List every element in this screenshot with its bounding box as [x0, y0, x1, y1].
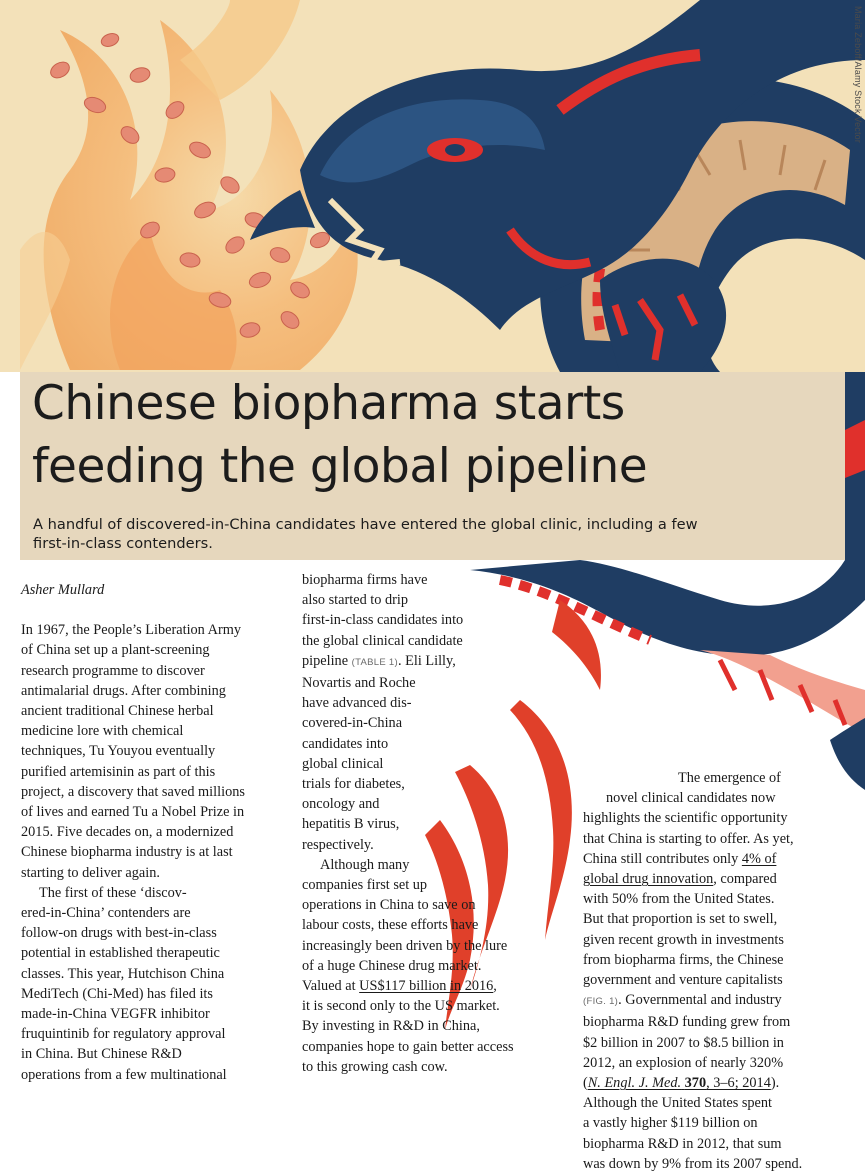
- text-line: labour costs, these efforts have: [302, 917, 479, 934]
- text: , compared: [713, 871, 777, 888]
- text-line: antimalarial drugs. After combining: [21, 682, 226, 699]
- text-line: companies hope to gain better access: [302, 1038, 514, 1055]
- text: ,: [493, 978, 497, 995]
- text-line: [583, 1073, 853, 1093]
- text-line: biopharma R&D in 2012, that sum: [583, 1135, 782, 1152]
- text-line: [302, 976, 572, 996]
- text-line: respectively.: [302, 836, 374, 853]
- text-line: first-in-class candidates into: [302, 612, 464, 629]
- text-line: 2012, an explosion of nearly 320%: [583, 1054, 784, 1071]
- text: ).: [770, 1075, 780, 1092]
- text-line: hepatitis B virus,: [302, 816, 400, 833]
- text-line: of a huge Chinese drug market.: [302, 957, 482, 974]
- text-line: In 1967, the People’s Liberation Army: [21, 622, 241, 639]
- text-line: oncology and: [302, 796, 380, 813]
- article-column-2: [302, 570, 572, 1077]
- text-line: the global clinical candidate: [302, 632, 463, 649]
- text-line: in China. But Chinese R&D: [21, 1046, 182, 1063]
- text-line: purified artemisinin as part of this: [21, 763, 216, 780]
- text-line: government and venture capitalists: [583, 972, 783, 989]
- text-line: [583, 990, 853, 1012]
- text-line: with 50% from the United States.: [583, 891, 775, 908]
- text-line: operations from a few multinational: [21, 1066, 227, 1083]
- text-line: it is second only to the US market.: [302, 998, 500, 1015]
- article-column-1: [21, 580, 283, 1085]
- text: , 3–6; 2014: [706, 1075, 771, 1092]
- table-1-reference-link[interactable]: (TABLE 1): [351, 656, 398, 668]
- text-line: starting to deliver again.: [21, 864, 160, 881]
- text-line: have advanced dis-: [302, 695, 412, 712]
- text-line: given recent growth in investments: [583, 931, 784, 948]
- text-line: that China is starting to offer. As yet,: [583, 830, 794, 847]
- text-line: covered-in-China: [302, 715, 403, 732]
- text: Valued at: [302, 978, 356, 995]
- text-line: made-in-China VEGFR inhibitor: [21, 1006, 210, 1023]
- text-line: to this growing cash cow.: [302, 1058, 448, 1075]
- text-line: novel clinical candidates now: [606, 790, 776, 807]
- text-line: Although many: [320, 856, 410, 873]
- citation-link[interactable]: [588, 1075, 771, 1091]
- text-line: techniques, Tu Youyou eventually: [21, 743, 216, 760]
- text-line: candidates into: [302, 735, 389, 752]
- text-line: global clinical: [302, 755, 384, 772]
- drug-innovation-link-cont[interactable]: global drug innovation: [583, 871, 714, 888]
- text-line: trials for diabetes,: [302, 776, 405, 793]
- text-line: Novartis and Roche: [302, 675, 416, 692]
- text-line: potential in established therapeutic: [21, 945, 220, 962]
- headline: [32, 372, 647, 498]
- text-line: [583, 869, 853, 889]
- text: (: [583, 1075, 588, 1092]
- text-line: ancient traditional Chinese herbal: [21, 703, 214, 720]
- standfirst-line: first-in-class contenders.: [33, 534, 213, 552]
- text-line: of China set up a plant-screening: [21, 642, 210, 659]
- journal-name: N. Engl. J. Med.: [587, 1075, 682, 1092]
- paragraph-5: [583, 768, 853, 1174]
- text-line: also started to drip: [302, 592, 409, 609]
- text-line: fruquintinib for regulatory approval: [21, 1026, 226, 1043]
- text-line: project, a discovery that saved millions: [21, 783, 245, 800]
- text-line: MediTech (Chi-Med) has filed its: [21, 985, 213, 1002]
- headline-line: feeding the global pipeline: [32, 439, 648, 494]
- text-line: from biopharma firms, the Chinese: [583, 951, 784, 968]
- text-line: Although the United States spent: [583, 1095, 773, 1112]
- paragraph-3: [302, 570, 572, 855]
- text-line: operations in China to save on: [302, 897, 476, 914]
- text: pipeline: [302, 652, 349, 669]
- photo-credit: Maria Zeboff/Alamy Stock Vector: [853, 6, 863, 144]
- market-value-link[interactable]: US$117 billion in 2016: [359, 978, 494, 995]
- text-line: research programme to discover: [21, 662, 205, 679]
- author-byline: Asher Mullard: [21, 582, 105, 598]
- text-line: biopharma R&D funding grew from: [583, 1014, 791, 1031]
- paragraph-2: [21, 883, 283, 1085]
- text: China still contributes only: [583, 850, 739, 867]
- text-line: increasingly been driven by the lure: [302, 937, 508, 954]
- text-line: follow-on drugs with best-in-class: [21, 925, 217, 942]
- figure-1-reference-link[interactable]: (FIG. 1): [583, 996, 619, 1008]
- text-line: a vastly higher $119 billion on: [583, 1115, 758, 1132]
- text-line: 2015. Five decades on, a modernized: [21, 824, 234, 841]
- text-line: The first of these ‘discov-: [39, 884, 187, 901]
- text-line: But that proportion is set to swell,: [583, 911, 778, 928]
- standfirst-line: A handful of discovered-in-China candidates have entered the global clinic, including a few: [33, 516, 698, 533]
- text-line: of lives and earned Tu a Nobel Prize in: [21, 804, 245, 821]
- text-line: [583, 849, 853, 869]
- dragon-claw: [600, 259, 726, 372]
- drug-innovation-link[interactable]: 4% of: [741, 850, 777, 867]
- article-column-3: [583, 768, 853, 1174]
- text-line: $2 billion in 2007 to $8.5 billion in: [583, 1034, 784, 1051]
- text-line: By investing in R&D in China,: [302, 1018, 480, 1035]
- text: . Governmental and industry: [618, 992, 782, 1009]
- text-line: medicine lore with chemical: [21, 723, 184, 740]
- text-line: was down by 9% from its 2007 spend.: [583, 1155, 803, 1172]
- volume-number: 370: [684, 1075, 707, 1092]
- text-line: The emergence of: [678, 770, 781, 786]
- text-line: ered-in-China’ contenders are: [21, 905, 191, 922]
- paragraph-1: [21, 620, 283, 883]
- text-line: companies first set up: [302, 877, 428, 894]
- text-line: highlights the scientific opportunity: [583, 810, 788, 827]
- text-line: classes. This year, Hutchison China: [21, 965, 225, 982]
- text-line: Chinese biopharma industry is at last: [21, 844, 233, 861]
- headline-line: Chinese biopharma starts: [32, 376, 625, 431]
- text-line: biopharma firms have: [302, 572, 428, 588]
- standfirst: [33, 516, 803, 553]
- paragraph-4: [302, 855, 572, 1077]
- text-line: [302, 651, 572, 673]
- text: . Eli Lilly,: [397, 652, 456, 669]
